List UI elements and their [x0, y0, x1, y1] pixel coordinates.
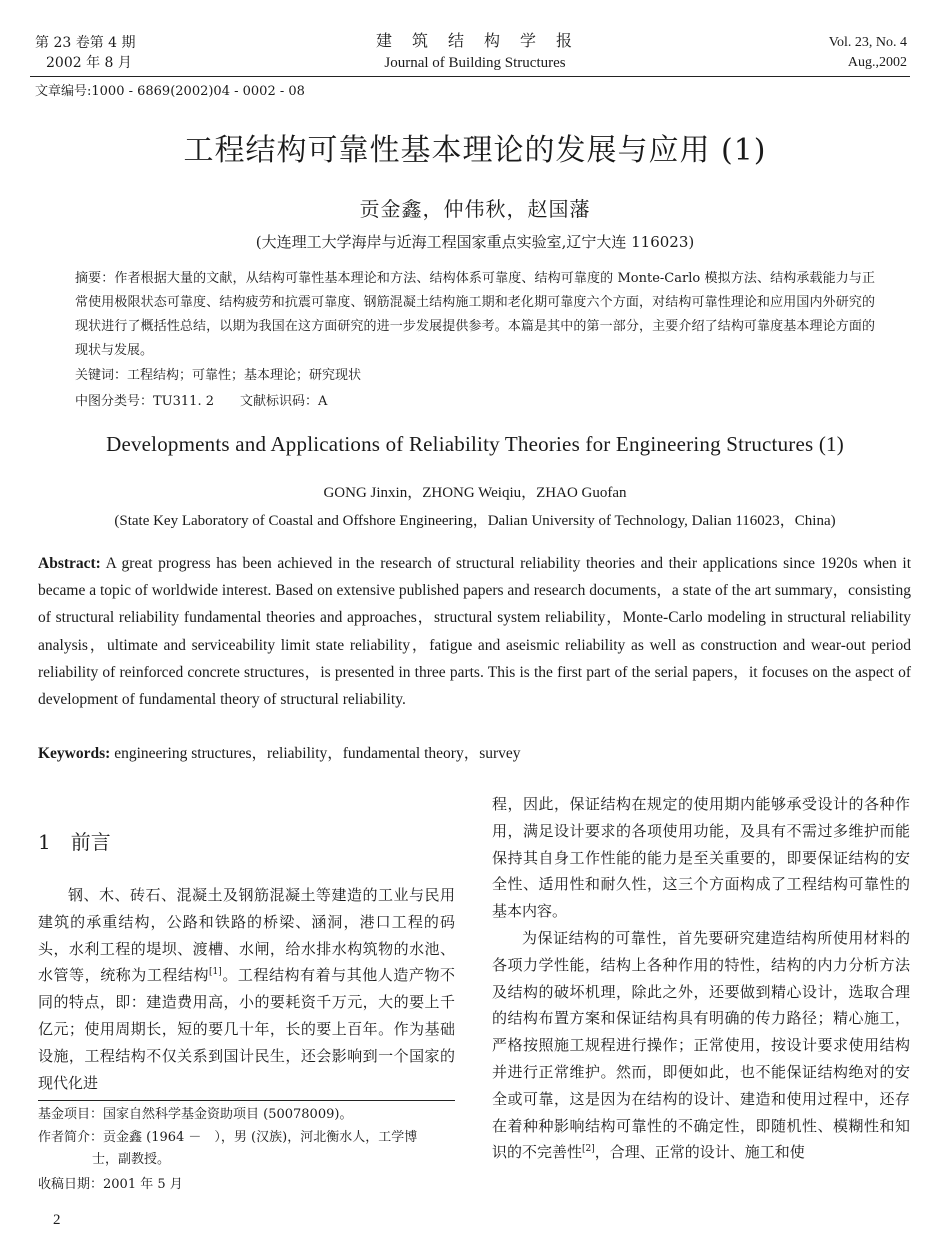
citation-2: [2] [582, 1144, 595, 1155]
abstract-en-text: A great progress has been achieved in the research of structural reliability theories and their applications since 1920s when it became a topic of worldwide interest. Based on extensive published papers and research documents，a state of the art summary，consisting of structural reliability fundamental theories and approaches，structural system reliability，Monte-Carlo modeling in structural reliability analysis，ultimate and serviceability limit state reliability，fatigue and aseismic reliability as well as construction and wear-out period reliability of reinforced concrete structures，is presented in three parts. This is the first part of the serial papers，it focuses on the aspect of development of fundamental theory of structural reliability. [38, 555, 911, 709]
keywords-en [38, 740, 911, 767]
keywords-en-label: Keywords: [38, 745, 111, 762]
affiliation-cn: (大连理工大学海岸与近海工程国家重点实验室,辽宁大连 116023) [255, 233, 695, 251]
journal-name-en: Journal of Building Structures [384, 55, 566, 71]
footnote-author-cont: 士，副教授。 [92, 1152, 171, 1167]
footnote-author: 作者简介：贡金鑫 (1964 － ），男 (汉族)，河北衡水人，工学博 [38, 1130, 418, 1145]
left-para-1 [38, 882, 455, 1096]
authors-en: GONG Jinxin，ZHONG Weiqiu，ZHAO Guofan [323, 485, 627, 501]
left-column-body [38, 882, 455, 1096]
title-cn: 工程结构可靠性基本理论的发展与应用 (1) [183, 133, 767, 168]
right-para-2-text-b: ，合理、正常的设计、施工和使 [594, 1143, 805, 1162]
footnote-received: 收稿日期：2001 年 5 月 [38, 1177, 183, 1192]
abstract-en-label: Abstract: [38, 555, 101, 572]
page-number: 2 [53, 1212, 61, 1228]
journal-name-cn: 建 筑 结 构 学 报 [375, 31, 574, 50]
classification-cn: 中图分类号：TU311. 2 文献标识码：A [75, 394, 328, 409]
left-para-1-text-a: 钢、木、砖石、混凝土及钢筋混凝土等建造的工业与民用建筑的承重结构，公路和铁路的桥梁、涵洞，港口工程的码头，水利工程的堤坝、渡槽、水闸，给水排水构筑物的水池、水管等，统称为工程结构 [38, 886, 455, 985]
right-para-2 [492, 925, 910, 1166]
keywords-cn: 关键词：工程结构；可靠性；基本理论；研究现状 [75, 368, 362, 383]
footnote-rule [38, 1100, 455, 1101]
right-para-2-text-a: 为保证结构的可靠性，首先要研究建造结构所使用材料的各项力学性能，结构上各种作用的特性，结构的内力分析方法及结构的破坏机理，除此之外，还要做到精心设计，选取合理的结构布置方案和保证结构具有明确的传力路径；精心施工，严格按照施工规程进行操作；正常使用，按设计要求使用结构并进行正常维护。然而，即便如此，也不能保证结构绝对的安全或可靠，这是因为在结构的设计、建造和使用过程中，还存在着种种影响结构可靠性的不确定性，即随机性、模糊性和知识的不完善性 [492, 928, 910, 1162]
authors-cn: 贡金鑫，仲伟秋，赵国藩 [359, 197, 591, 221]
abstract-cn: 摘要：作者根据大量的文献，从结构可靠性基本理论和方法、结构体系可靠度、结构可靠度的 Monte-Carlo 模拟方法、结构承载能力与正常使用极限状态可靠度、结构疲劳和抗震可靠度、钢筋混凝土结构施工期和老化期可靠度六个方面，对结构可靠性理论和应用国内外研究的现状进行了概括性总结，以期为我国在这方面研究的进一步发展提供参考。本篇是其中的第一部分，主要介绍了结构可靠度基本理论方面的现状与发展。 [75, 271, 875, 358]
keywords-en-text: engineering structures，reliability，fundamental theory，survey [110, 745, 521, 762]
header-volume-issue: 第 23 卷第 4 期 [35, 35, 136, 51]
header-rule [30, 76, 910, 77]
header-date: 2002 年 8 月 [46, 55, 132, 71]
header-vol-en: Vol. 23, No. 4 [828, 35, 907, 50]
right-column-body [492, 791, 910, 1166]
left-para-1-text-b: 。工程结构有着与其他人造产物不同的特点，即：建造费用高，小的要耗资千万元，大的要上千亿元；使用周期长，短的要几十年，长的要上百年。作为基础设施，工程结构不仅关系到国计民生，还会影响到一个国家的现代化进 [38, 966, 455, 1092]
article-number: 文章编号:1000 - 6869(2002)04 - 0002 - 08 [35, 84, 305, 99]
section-heading-1: 1 前言 [38, 830, 111, 854]
abstract-en [38, 550, 911, 713]
right-para-1: 程，因此，保证结构在规定的使用期内能够承受设计的各种作用，满足设计要求的各项使用功能，及具有不需过多维护而能保持其自身工作性能的能力是至关重要的，即要保证结构的安全性、适用性和耐久性，这三个方面构成了工程结构可靠性的基本内容。 [492, 795, 910, 921]
citation-1: [1] [209, 967, 222, 978]
header-date-en: Aug.,2002 [847, 55, 907, 70]
footnote-fund: 基金项目：国家自然科学基金资助项目 (50078009)。 [38, 1107, 353, 1122]
affiliation-en: (State Key Laboratory of Coastal and Offshore Engineering，Dalian University of Technology, Dalian 116023，China) [114, 513, 836, 529]
title-en: Developments and Applications of Reliability Theories for Engineering Structures (1) [106, 432, 844, 456]
